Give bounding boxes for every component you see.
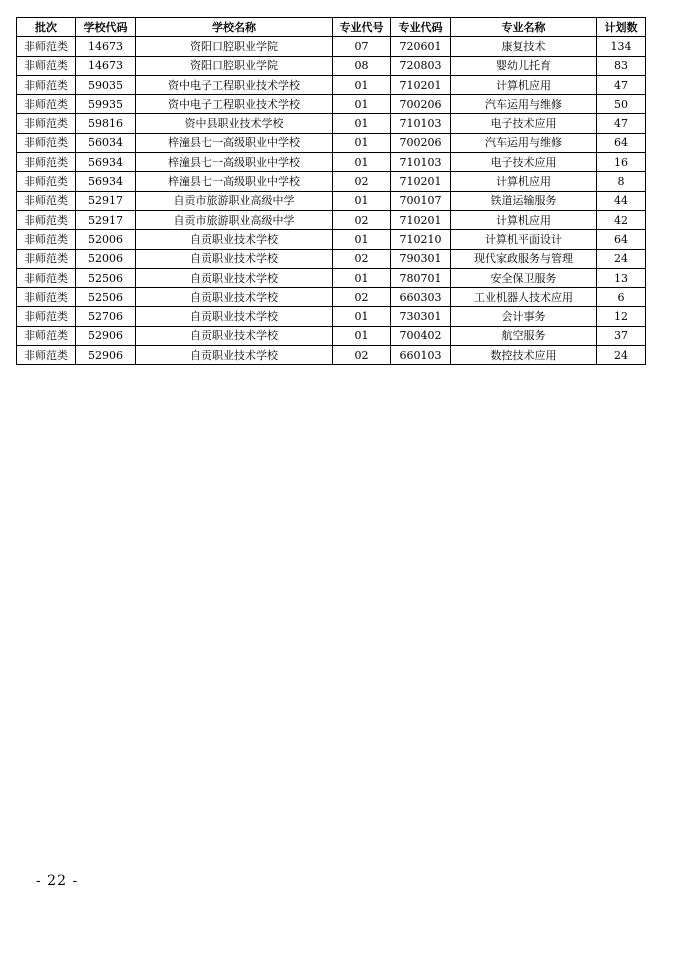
major-code-cell: 720601 [391,37,451,56]
table-row [17,56,646,75]
school-code-cell: 52906 [76,326,136,345]
major-name-cell: 会计事务 [451,307,597,326]
header-row [17,18,646,37]
program-number-cell: 01 [333,326,391,345]
school-name-cell: 梓潼县七一高级职业中学校 [136,172,333,191]
batch-cell: 非师范类 [17,37,76,56]
major-name-cell: 计算机平面设计 [451,230,597,249]
major-name-cell: 航空服务 [451,326,597,345]
batch-cell: 非师范类 [17,153,76,172]
major-name-cell: 计算机应用 [451,75,597,94]
school-code-header: 学校代码 [76,18,136,37]
major-name-cell: 计算机应用 [451,210,597,229]
school-code-cell: 52917 [76,210,136,229]
major-code-cell: 790301 [391,249,451,268]
plan-count-cell: 24 [597,249,646,268]
plan-count-cell: 64 [597,230,646,249]
school-code-cell: 52506 [76,288,136,307]
school-code-cell: 52917 [76,191,136,210]
major-code-cell: 710103 [391,153,451,172]
major-name-header: 专业名称 [451,18,597,37]
plan-count-cell: 12 [597,307,646,326]
table-header [17,18,646,37]
school-name-cell: 自贡职业技术学校 [136,268,333,287]
major-code-cell: 710201 [391,172,451,191]
major-code-cell: 660103 [391,346,451,365]
school-code-cell: 59935 [76,95,136,114]
batch-cell: 非师范类 [17,230,76,249]
school-code-cell: 52706 [76,307,136,326]
table-row [17,191,646,210]
school-name-cell: 自贡职业技术学校 [136,326,333,345]
batch-cell: 非师范类 [17,288,76,307]
program-number-cell: 01 [333,153,391,172]
major-code-cell: 720803 [391,56,451,75]
school-code-cell: 59035 [76,75,136,94]
plan-count-cell: 24 [597,346,646,365]
major-code-cell: 780701 [391,268,451,287]
program-number-cell: 02 [333,172,391,191]
program-number-cell: 02 [333,210,391,229]
school-name-header: 学校名称 [136,18,333,37]
program-number-cell: 01 [333,230,391,249]
school-name-cell: 梓潼县七一高级职业中学校 [136,133,333,152]
school-code-cell: 52006 [76,230,136,249]
batch-cell: 非师范类 [17,75,76,94]
plan-count-cell: 8 [597,172,646,191]
plan-count-cell: 44 [597,191,646,210]
table-row [17,210,646,229]
school-name-cell: 自贡职业技术学校 [136,346,333,365]
school-name-cell: 资中县职业技术学校 [136,114,333,133]
major-code-cell: 710201 [391,210,451,229]
school-name-cell: 自贡市旅游职业高级中学 [136,210,333,229]
batch-cell: 非师范类 [17,133,76,152]
batch-cell: 非师范类 [17,191,76,210]
table-row [17,288,646,307]
batch-cell: 非师范类 [17,346,76,365]
table-row [17,326,646,345]
major-name-cell: 汽车运用与维修 [451,95,597,114]
school-name-cell: 资中电子工程职业技术学校 [136,95,333,114]
major-code-cell: 710103 [391,114,451,133]
program-number-cell: 01 [333,114,391,133]
plan-count-cell: 50 [597,95,646,114]
table-row [17,133,646,152]
program-number-cell: 02 [333,249,391,268]
school-name-cell: 自贡市旅游职业高级中学 [136,191,333,210]
major-code-cell: 730301 [391,307,451,326]
plan-count-cell: 47 [597,75,646,94]
school-name-cell: 梓潼县七一高级职业中学校 [136,153,333,172]
major-name-cell: 铁道运输服务 [451,191,597,210]
school-code-cell: 59816 [76,114,136,133]
program-number-header: 专业代号 [333,18,391,37]
table-row [17,114,646,133]
table-row [17,95,646,114]
program-number-cell: 08 [333,56,391,75]
table-row [17,230,646,249]
program-number-cell: 01 [333,268,391,287]
plan-count-cell: 134 [597,37,646,56]
major-code-cell: 710201 [391,75,451,94]
school-name-cell: 资阳口腔职业学院 [136,37,333,56]
major-code-cell: 700402 [391,326,451,345]
batch-header: 批次 [17,18,76,37]
major-code-cell: 700107 [391,191,451,210]
table-row [17,307,646,326]
major-code-cell: 660303 [391,288,451,307]
plan-count-cell: 13 [597,268,646,287]
plan-count-cell: 42 [597,210,646,229]
batch-cell: 非师范类 [17,307,76,326]
program-number-cell: 01 [333,133,391,152]
plan-count-cell: 83 [597,56,646,75]
program-number-cell: 01 [333,95,391,114]
major-name-cell: 电子技术应用 [451,153,597,172]
school-code-cell: 14673 [76,56,136,75]
school-name-cell: 资阳口腔职业学院 [136,56,333,75]
plan-count-cell: 16 [597,153,646,172]
batch-cell: 非师范类 [17,249,76,268]
plan-count-cell: 47 [597,114,646,133]
batch-cell: 非师范类 [17,210,76,229]
admission-plan-table [16,17,646,365]
plan-count-cell: 37 [597,326,646,345]
table-row [17,37,646,56]
school-code-cell: 52906 [76,346,136,365]
major-name-cell: 现代家政服务与管理 [451,249,597,268]
program-number-cell: 01 [333,191,391,210]
major-code-cell: 700206 [391,133,451,152]
school-code-cell: 56034 [76,133,136,152]
batch-cell: 非师范类 [17,56,76,75]
plan-count-cell: 6 [597,288,646,307]
batch-cell: 非师范类 [17,326,76,345]
school-code-cell: 52006 [76,249,136,268]
major-name-cell: 康复技术 [451,37,597,56]
program-number-cell: 07 [333,37,391,56]
school-name-cell: 自贡职业技术学校 [136,288,333,307]
school-name-cell: 自贡职业技术学校 [136,307,333,326]
batch-cell: 非师范类 [17,114,76,133]
school-name-cell: 资中电子工程职业技术学校 [136,75,333,94]
major-name-cell: 数控技术应用 [451,346,597,365]
school-code-cell: 56934 [76,153,136,172]
major-code-cell: 700206 [391,95,451,114]
program-number-cell: 01 [333,75,391,94]
school-name-cell: 自贡职业技术学校 [136,230,333,249]
program-number-cell: 01 [333,307,391,326]
table-row [17,346,646,365]
major-name-cell: 计算机应用 [451,172,597,191]
major-code-cell: 710210 [391,230,451,249]
school-code-cell: 52506 [76,268,136,287]
major-name-cell: 汽车运用与维修 [451,133,597,152]
major-name-cell: 电子技术应用 [451,114,597,133]
major-name-cell: 婴幼儿托育 [451,56,597,75]
table-row [17,153,646,172]
table-row [17,172,646,191]
table-row [17,249,646,268]
table-body [17,37,646,365]
program-number-cell: 02 [333,346,391,365]
table-row [17,75,646,94]
school-name-cell: 自贡职业技术学校 [136,249,333,268]
plan-count-header: 计划数 [597,18,646,37]
batch-cell: 非师范类 [17,172,76,191]
major-code-header: 专业代码 [391,18,451,37]
page-number: - 22 - [36,873,79,889]
school-code-cell: 14673 [76,37,136,56]
plan-count-cell: 64 [597,133,646,152]
batch-cell: 非师范类 [17,95,76,114]
batch-cell: 非师范类 [17,268,76,287]
major-name-cell: 工业机器人技术应用 [451,288,597,307]
program-number-cell: 02 [333,288,391,307]
school-code-cell: 56934 [76,172,136,191]
major-name-cell: 安全保卫服务 [451,268,597,287]
table-row [17,268,646,287]
